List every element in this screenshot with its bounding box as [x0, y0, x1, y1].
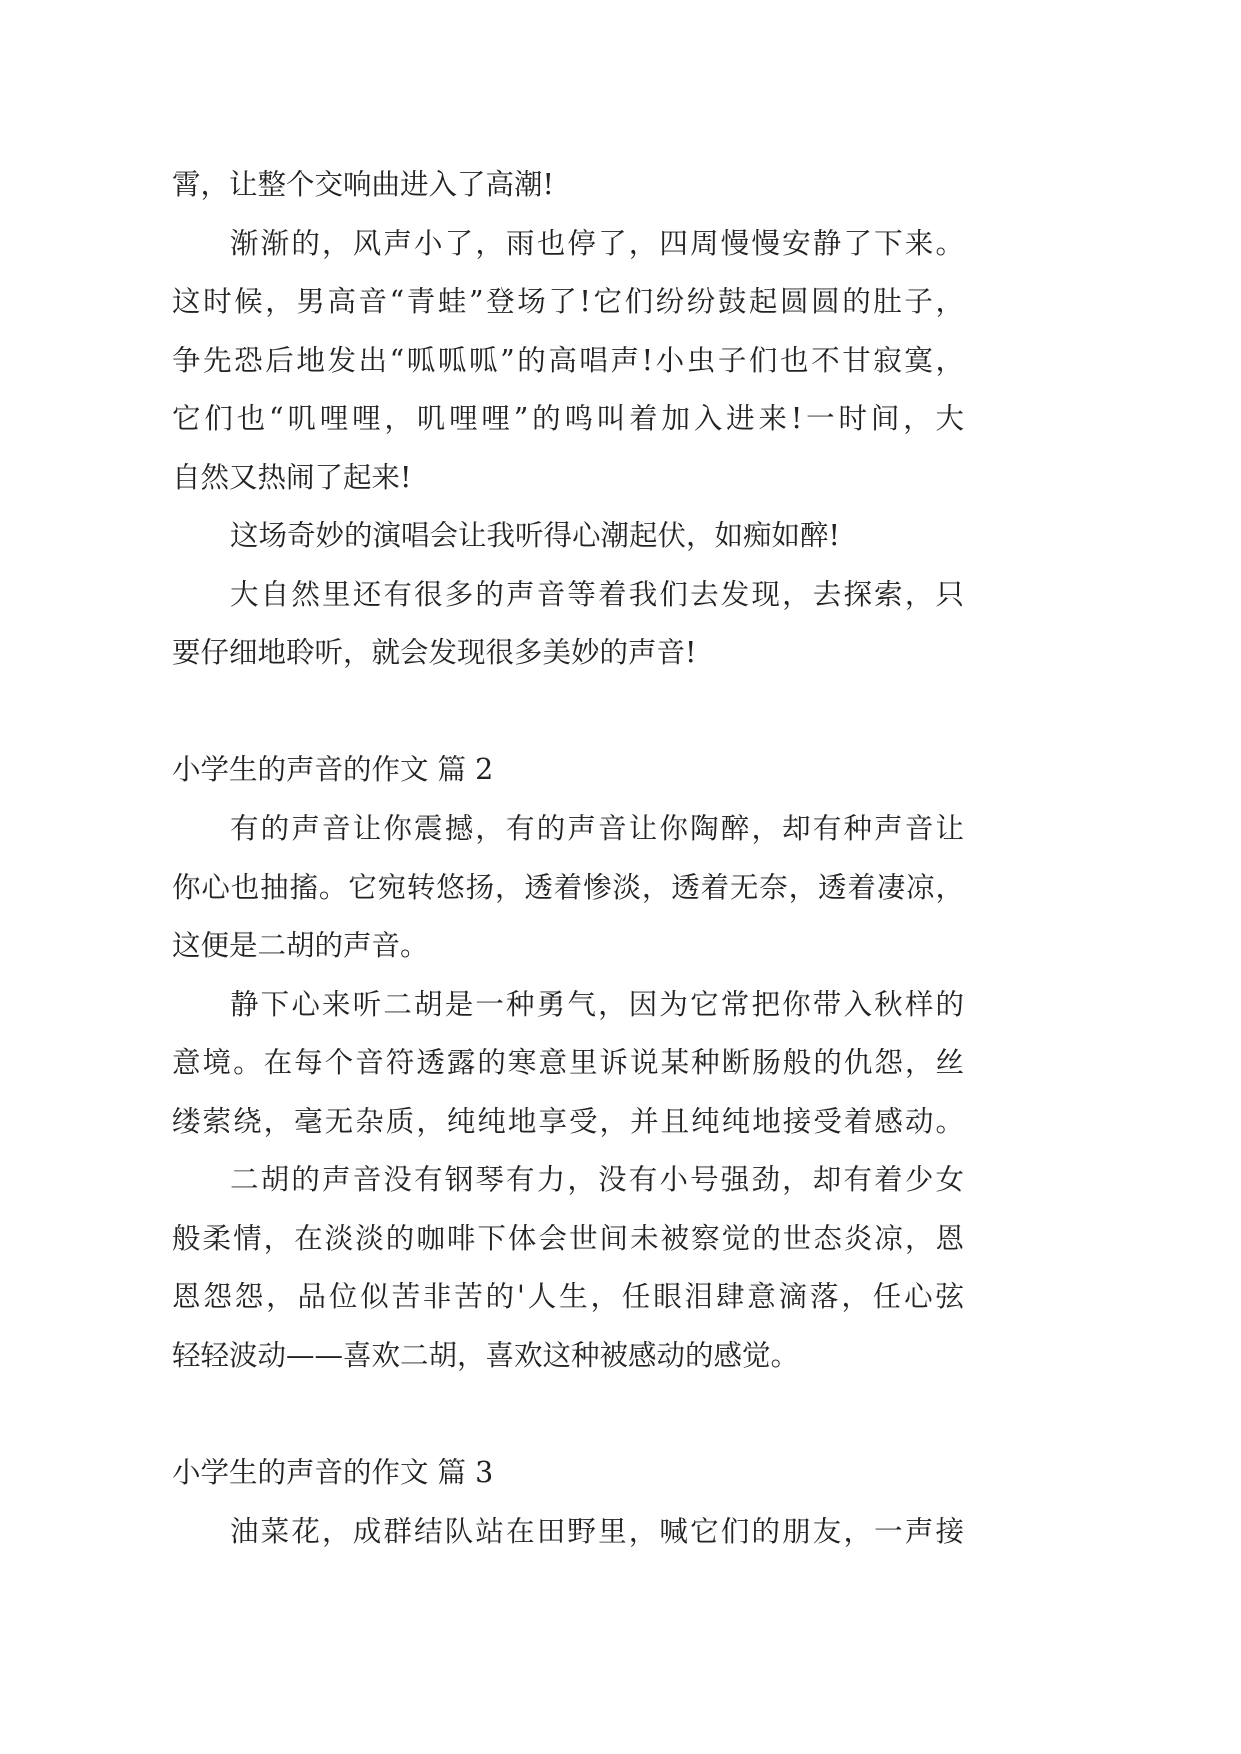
- paragraph: [172, 507, 964, 566]
- text-line: 轻轻波动——喜欢二胡，喜欢这种被感动的感觉。: [172, 1338, 800, 1372]
- text-line: 这便是二胡的声音。: [172, 929, 429, 963]
- text-line: 恩怨怨，品位似苦非苦的'人生，任眼泪肆意滴落，任心弦: [172, 1280, 964, 1314]
- section-heading: 小学生的声音的作文 篇 2: [172, 753, 494, 787]
- paragraph: [172, 800, 964, 976]
- paragraph: [172, 566, 964, 683]
- text-line: 霄，让整个交响曲进入了高潮!: [172, 168, 554, 201]
- essay-section-continued: [172, 156, 964, 683]
- document-body: [172, 156, 964, 1561]
- paragraph: [172, 1503, 964, 1562]
- section-heading: 小学生的声音的作文 篇 3: [172, 1456, 494, 1490]
- text-line: 你心也抽搐。它宛转悠扬，透着惨淡，透着无奈，透着凄凉，: [172, 870, 964, 904]
- text-line: 渐渐的，风声小了，雨也停了，四周慢慢安静了下来。: [230, 226, 964, 260]
- essay-section-3: [172, 1444, 964, 1561]
- paragraph: [172, 1151, 964, 1385]
- essay-section-2: [172, 741, 964, 1385]
- text-line: 缕萦绕，毫无杂质，纯纯地享受，并且纯纯地接受着感动。: [172, 1104, 964, 1138]
- text-line: 般柔情，在淡淡的咖啡下体会世间未被察觉的世态炎凉，恩: [172, 1221, 964, 1255]
- text-line: 这时候，男高音“青蛙”登场了!它们纷纷鼓起圆圆的肚子，: [172, 285, 964, 319]
- text-line: 二胡的声音没有钢琴有力，没有小号强劲，却有着少女: [230, 1163, 964, 1197]
- text-line: 静下心来听二胡是一种勇气，因为它常把你带入秋样的: [230, 987, 964, 1021]
- paragraph: [172, 156, 964, 215]
- text-line: 意境。在每个音符透露的寒意里诉说某种断肠般的仇怨，丝: [172, 1046, 964, 1080]
- text-line: 争先恐后地发出“呱呱呱”的高唱声!小虫子们也不甘寂寞，: [172, 343, 964, 377]
- text-line: 有的声音让你震撼，有的声音让你陶醉，却有种声音让: [230, 812, 964, 846]
- text-line: 这场奇妙的演唱会让我听得心潮起伏，如痴如醉!: [230, 519, 840, 553]
- paragraph: [172, 215, 964, 508]
- text-line: 它们也“叽哩哩，叽哩哩”的鸣叫着加入进来!一时间，大: [172, 402, 964, 436]
- text-line: 自然又热闹了起来!: [172, 460, 412, 494]
- text-line: 油菜花，成群结队站在田野里，喊它们的朋友，一声接: [230, 1514, 964, 1548]
- paragraph: [172, 976, 964, 1152]
- text-line: 大自然里还有很多的声音等着我们去发现，去探索，只: [230, 577, 964, 611]
- text-line: 要仔细地聆听，就会发现很多美妙的声音!: [172, 636, 697, 670]
